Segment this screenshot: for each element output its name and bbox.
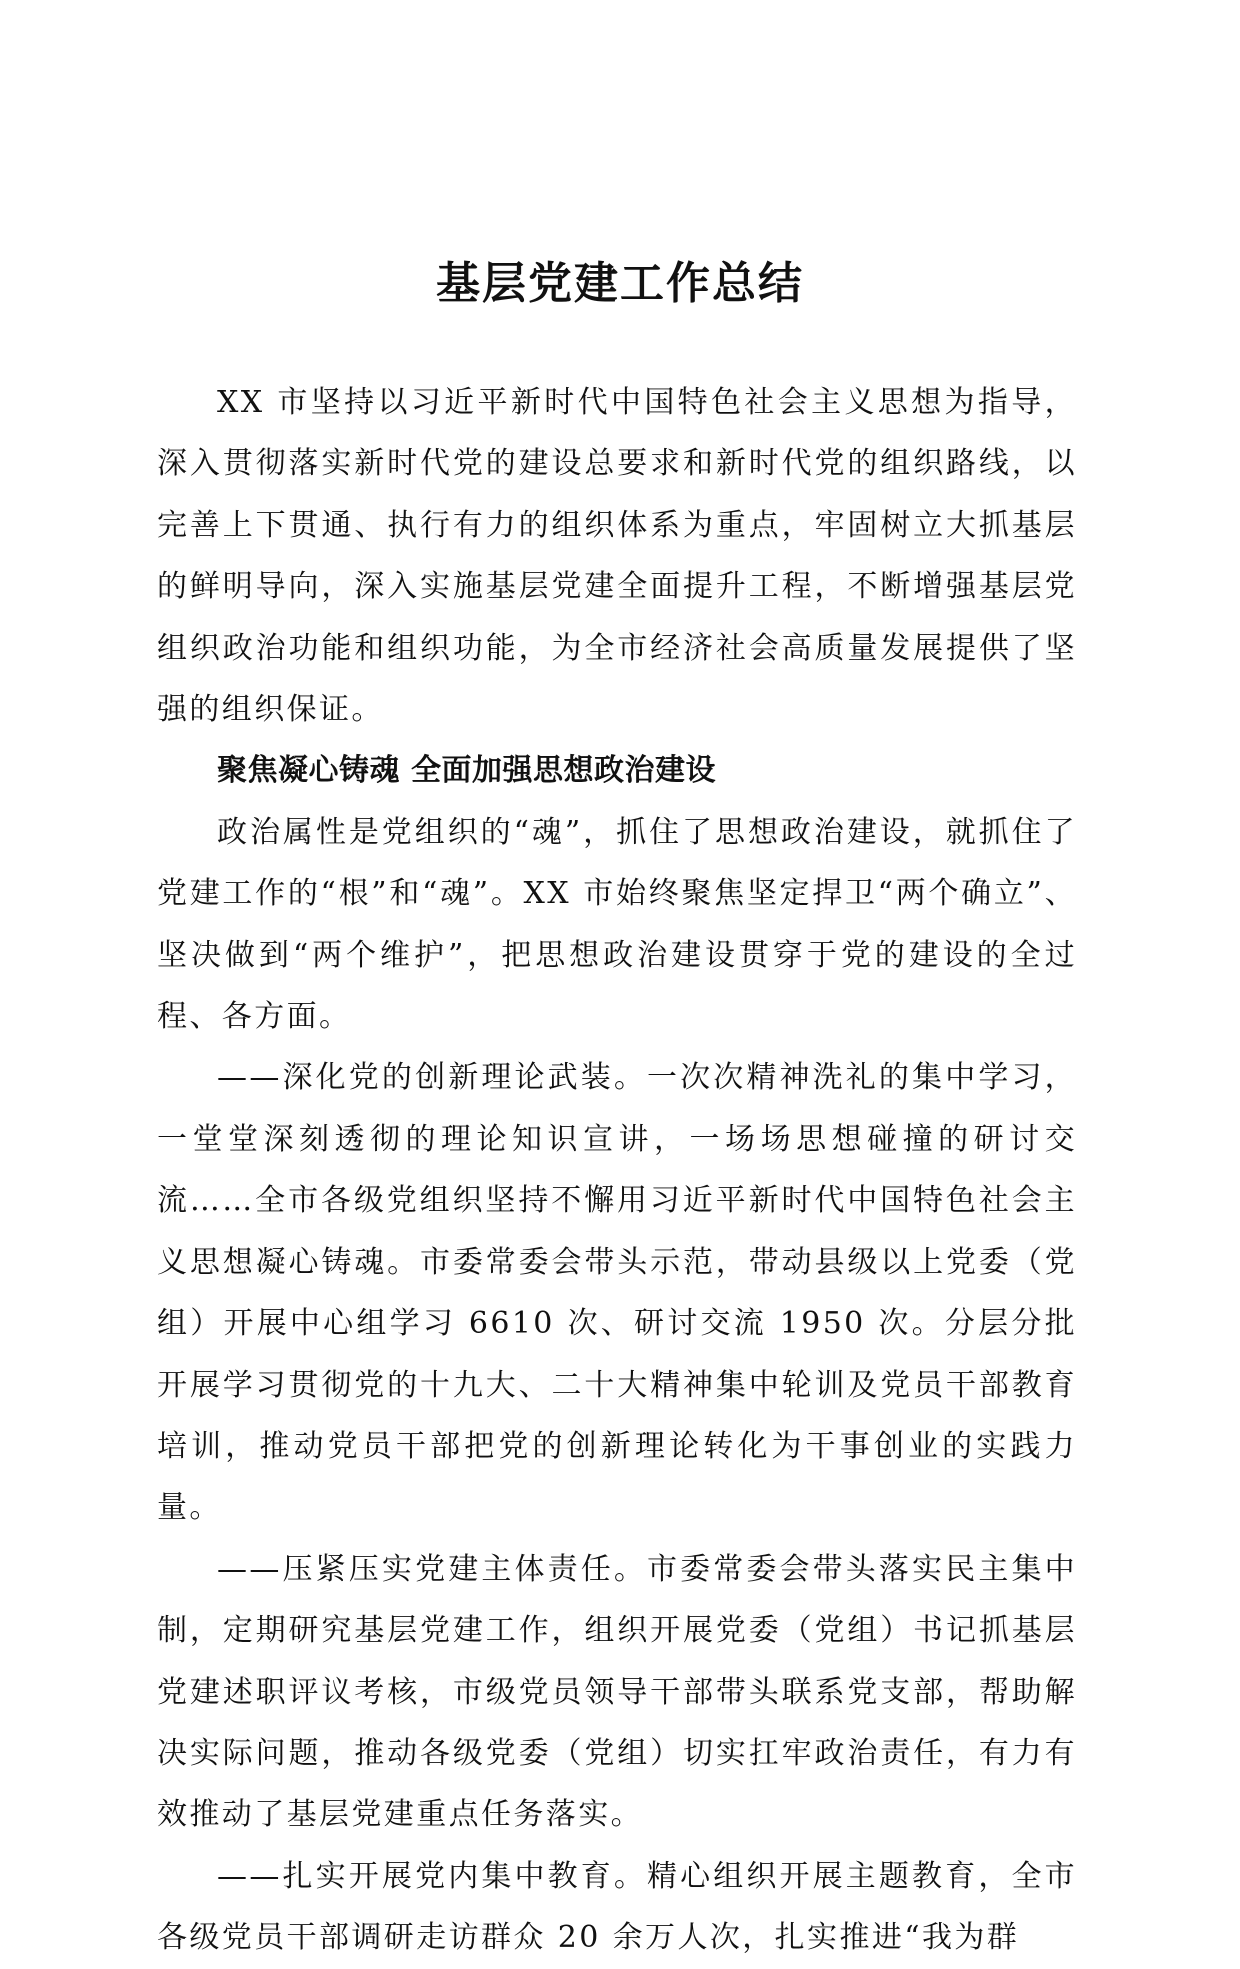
document-title: 基层党建工作总结 <box>436 258 804 309</box>
section-heading: 聚焦凝心铸魂 全面加强思想政治建设 <box>217 753 716 789</box>
body-paragraph-2: ——深化党的创新理论武装。一次次精神洗礼的集中学习，一堂堂深刻透彻的理论知识宣讲，一场场思想碰撞的研讨交流……全市各级党组织坚持不懈用习近平新时代中国特色社会主义思想凝心铸魂。市委常委会带头示范，带动县级以上党委（党组）开展中心组学习 6610 次、研讨交流 1950 次。分层分批开展学习贯彻党的十九大、二十大精神集中轮训及党员干部教育培训，推动党员干部把党的创新理论转化为干事创业的实践力量。 <box>157 1060 1077 1526</box>
document-body <box>157 372 1077 1969</box>
body-paragraph-4: ——扎实开展党内集中教育。精心组织开展主题教育，全市各级党员干部调研走访群众 20 余万人次，扎实推进“我为群 <box>157 1858 1077 1956</box>
intro-paragraph: XX 市坚持以习近平新时代中国特色社会主义思想为指导，深入贯彻落实新时代党的建设总要求和新时代党的组织路线，以完善上下贯通、执行有力的组织体系为重点，牢固树立大抓基层的鲜明导向，深入实施基层党建全面提升工程，不断增强基层党组织政治功能和组织功能，为全市经济社会高质量发展提供了坚强的组织保证。 <box>157 385 1077 728</box>
body-paragraph-3: ——压紧压实党建主体责任。市委常委会带头落实民主集中制，定期研究基层党建工作，组织开展党委（党组）书记抓基层党建述职评议考核，市级党员领导干部带头联系党支部，帮助解决实际问题，推动各级党委（党组）切实扛牢政治责任，有力有效推动了基层党建重点任务落实。 <box>157 1551 1077 1833</box>
body-paragraph-1: 政治属性是党组织的“魂”，抓住了思想政治建设，就抓住了党建工作的“根”和“魂”。XX 市始终聚焦坚定捍卫“两个确立”、坚决做到“两个维护”，把思想政治建设贯穿于党的建设的全过程、各方面。 <box>157 814 1077 1035</box>
